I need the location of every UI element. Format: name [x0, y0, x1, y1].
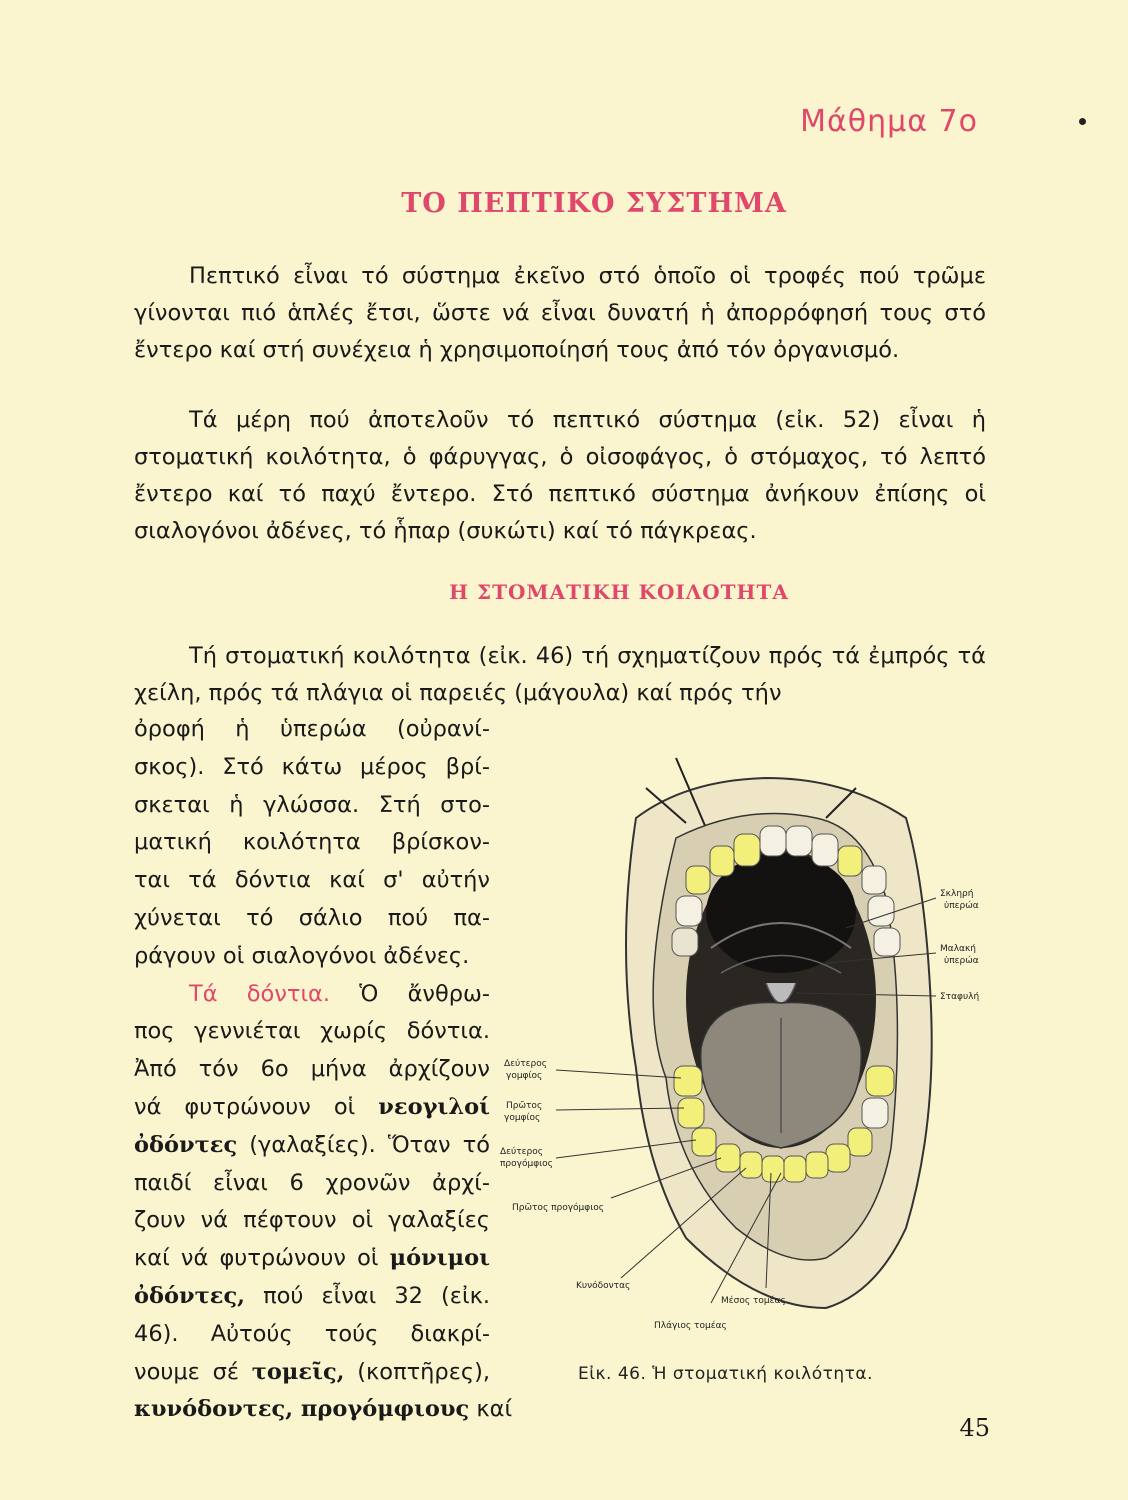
label-first-premolar: Πρῶτος προγόμφιος	[512, 1203, 605, 1213]
text-line: ματική κοιλότητα βρίσκον-	[134, 829, 490, 856]
teeth-heading: Τά δόντια.	[189, 980, 331, 1007]
text-line: ὀδόντες (γαλαξίες). Ὅταν τό	[134, 1131, 490, 1158]
text-line: χύνεται τό σάλιο πού πα-	[134, 904, 490, 931]
label-second-molar-2: γομφίος	[506, 1071, 543, 1081]
text-line: νά φυτρώνουν οἱ νεογιλοί	[134, 1093, 490, 1120]
label-lateral-incisor: Πλάγιος τομέας	[654, 1321, 727, 1331]
text-line: σκεται ἡ γλώσσα. Στή στο-	[134, 791, 490, 818]
intro-paragraph-1: Πεπτικό εἶναι τό σύστημα ἐκεῖνο στό ὁποῖο οἱ τροφές πού τρῶμε γίνονται πιό ἁπλές ἔτσι, ὥστε νά εἶναι δυνατή ἡ ἀπορρόφησή τους στό ἔντερο καί στή συνέχεια ἡ χρησιμοποίησή τους ἀπό τόν ὀργανισμό.	[134, 263, 986, 363]
left-column-text	[134, 711, 513, 1429]
figure-caption: Εἰκ. 46. Ἡ στοματική κοιλότητα.	[578, 1364, 873, 1384]
bold-term: ὀδόντες,	[134, 1282, 245, 1309]
text-line: σκος). Στό κάτω μέρος βρί-	[134, 753, 490, 780]
bold-term: τομεῖς,	[251, 1358, 345, 1385]
text-line: Ἀπό τόν 6ο μήνα ἀρχίζουν	[134, 1056, 490, 1083]
section-title: Η ΣΤΟΜΑΤΙΚΗ ΚΟΙΛΟΤΗΤΑ	[449, 580, 789, 604]
page-number: 45	[959, 1414, 990, 1442]
section-paragraph: Τή στοματική κοιλότητα (εἰκ. 46) τή σχηματίζουν πρός τά ἐμπρός τά χείλη, πρός τά πλάγια οἱ παρειές (μάγουλα) καί πρός τήν	[134, 643, 986, 706]
chapter-title: ΤΟ ΠΕΠΤΙΚΟ ΣΥΣΤΗΜΑ	[401, 188, 787, 219]
label-central-incisor: Μέσος τομέας	[721, 1296, 786, 1306]
text-line: ὀροφή ἡ ὑπερώα (οὐρανί-	[134, 716, 490, 742]
text-line: ζουν νά πέφτουν οἱ γαλαξίες	[134, 1207, 490, 1234]
page-mark	[1079, 118, 1086, 125]
text-line: Τά δόντια. Ὁ ἄνθρω-	[189, 980, 490, 1007]
text-line: νουμε σέ τομεῖς, (κοπτῆρες),	[134, 1358, 491, 1385]
bold-term: ὀδόντες	[134, 1131, 238, 1158]
label-second-premolar-2: προγόμφιος	[500, 1159, 553, 1169]
intro-paragraph-2: Τά μέρη πού ἀποτελοῦν τό πεπτικό σύστημα (εἰκ. 52) εἶναι ἡ στοματική κοιλότητα, ὁ φάρυγγας, ὁ οἰσοφάγος, ὁ στόμαχος, τό λεπτό ἔντερο καί τό παχύ ἔντερο. Στό πεπτικό σύστημα ἀνήκουν ἐπίσης οἱ σιαλογόνοι ἀδένες, τό ἧπαρ (συκώτι) καί τό πάγκρεας.	[134, 407, 986, 544]
mouth-cavity-illustration	[496, 748, 1016, 1348]
label-second-premolar: Δεύτερος	[500, 1147, 544, 1157]
label-first-molar: Πρῶτος	[506, 1101, 543, 1111]
text-line: ράγουν οἱ σιαλογόνοι ἀδένες.	[134, 942, 470, 969]
text-line: καί νά φυτρώνουν οἱ μόνιμοι	[134, 1245, 490, 1272]
text-line: ται τά δόντια καί σ' αὐτήν	[134, 867, 490, 894]
lesson-label: Μάθημα 7ο	[800, 104, 978, 139]
label-canine: Κυνόδοντας	[576, 1281, 631, 1291]
bold-term: νεογιλοί	[378, 1093, 490, 1120]
bold-term: μόνιμοι	[389, 1245, 490, 1272]
text-line: 46). Αὐτούς τούς διακρί-	[134, 1320, 490, 1347]
label-soft-palate: Μαλακή	[940, 944, 976, 954]
label-uvula: Σταφυλή	[940, 992, 980, 1002]
text-line: πος γεννιέται χωρίς δόντια.	[134, 1018, 490, 1045]
text-line: κυνόδοντες, προγόμφιους καί	[134, 1396, 513, 1423]
label-first-molar-2: γομφίος	[504, 1113, 541, 1123]
label-hard-palate: Σκληρή	[940, 889, 974, 899]
label-second-molar: Δεύτερος	[504, 1059, 548, 1069]
text-line: παιδί εἶναι 6 χρονῶν ἀρχί-	[134, 1169, 490, 1196]
label-hard-palate-2: ὑπερώα	[944, 901, 979, 911]
label-soft-palate-2: ὑπερώα	[944, 956, 979, 966]
bold-term: κυνόδοντες, προγόμφιους	[134, 1396, 470, 1423]
text-line: ὀδόντες, πού εἶναι 32 (εἰκ.	[134, 1282, 490, 1309]
